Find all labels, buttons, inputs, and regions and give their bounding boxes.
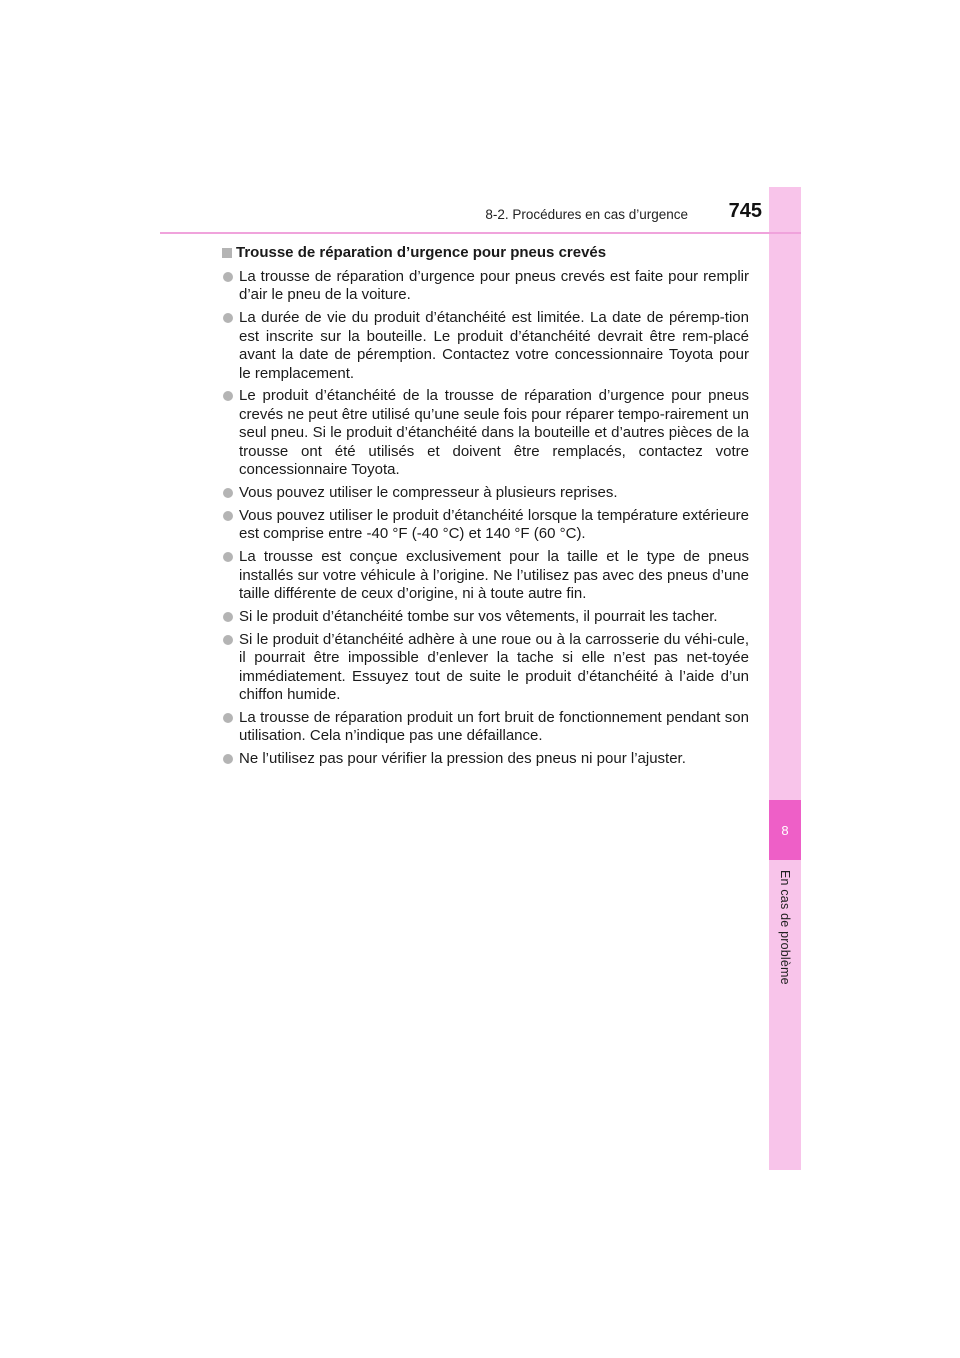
list-item — [222, 507, 749, 544]
list-item — [222, 548, 749, 603]
square-bullet-icon — [222, 248, 232, 258]
list-item-text: La trousse de réparation produit un fort bruit de fonctionnement pendant son utilisation. Cela n’indique pas une défaillance. — [239, 708, 749, 745]
circle-bullet-icon — [223, 313, 233, 323]
section-heading — [222, 243, 749, 263]
section-heading-text: Trousse de réparation d’urgence pour pneus crevés — [236, 244, 607, 261]
list-item-text: Ne l’utilisez pas pour vérifier la pression des pneus ni pour l’ajuster. — [239, 750, 686, 768]
circle-bullet-icon — [223, 713, 233, 723]
list-item — [222, 484, 749, 502]
circle-bullet-icon — [223, 635, 233, 645]
circle-bullet-icon — [223, 488, 233, 498]
section-title: 8-2. Procédures en cas d’urgence — [485, 207, 688, 222]
list-item — [222, 750, 749, 768]
list-item-text: La trousse est conçue exclusivement pour la taille et le type de pneus installés sur votre véhicule à l’origine. Ne l’utilisez pas avec des pneus d’une taille différente de ceux d’origine, ni à toute autre fin. — [239, 548, 749, 602]
circle-bullet-icon — [223, 391, 233, 401]
list-item — [222, 709, 749, 746]
circle-bullet-icon — [223, 612, 233, 622]
chapter-label: En cas de problème — [778, 870, 792, 985]
list-item — [222, 309, 749, 383]
header-rule — [160, 232, 801, 234]
circle-bullet-icon — [223, 272, 233, 282]
circle-bullet-icon — [223, 552, 233, 562]
bullet-list — [222, 268, 749, 769]
chapter-tab-bar — [769, 187, 801, 1170]
list-item — [222, 631, 749, 705]
list-item-text: Si le produit d’étanchéité tombe sur vos vêtements, il pourrait les tacher. — [239, 607, 718, 625]
list-item-text: La trousse de réparation d’urgence pour pneus crevés est faite pour remplir d’air le pneu de la voiture. — [239, 268, 749, 304]
main-content — [222, 243, 749, 773]
circle-bullet-icon — [223, 511, 233, 521]
list-item-text: Le produit d’étanchéité de la trousse de réparation d’urgence pour pneus crevés ne peut être utilisé qu’une seule fois pour réparer tempo-rairement un seul pneu. Si le produit d’étanchéité dans la bouteille et d’autres pièces de la trousse ont été utilisés et doivent être remplacés, contactez votre concessionnaire Toyota. — [239, 387, 749, 479]
chapter-number: 8 — [781, 822, 789, 838]
list-item — [222, 608, 749, 626]
list-item-text: Vous pouvez utiliser le compresseur à plusieurs reprises. — [239, 483, 618, 501]
list-item-text: Si le produit d’étanchéité adhère à une roue ou à la carrosserie du véhi-cule, il pourrait être impossible d’enlever la tache si elle n’est pas net-toyée immédiatement. Essuyez tout de suite le produit d’étanchéité à l’aide d’un chiffon humide. — [239, 630, 749, 704]
list-item-text: Vous pouvez utiliser le produit d’étanchéité lorsque la température extérieure est comprise entre -40 °F (-40 °C) et 140 °F (60 °C). — [239, 506, 749, 543]
chapter-number-box — [769, 800, 801, 860]
list-item — [222, 387, 749, 479]
list-item-text: La durée de vie du produit d’étanchéité est limitée. La date de péremp-tion est inscrite sur la bouteille. Le produit d’étanchéité devrait être rem-placé avant la date de péremption. Contactez votre concessionnaire Toyota pour le remplacement. — [239, 309, 749, 382]
circle-bullet-icon — [223, 754, 233, 764]
page-number: 745 — [728, 200, 762, 222]
list-item — [222, 268, 749, 305]
